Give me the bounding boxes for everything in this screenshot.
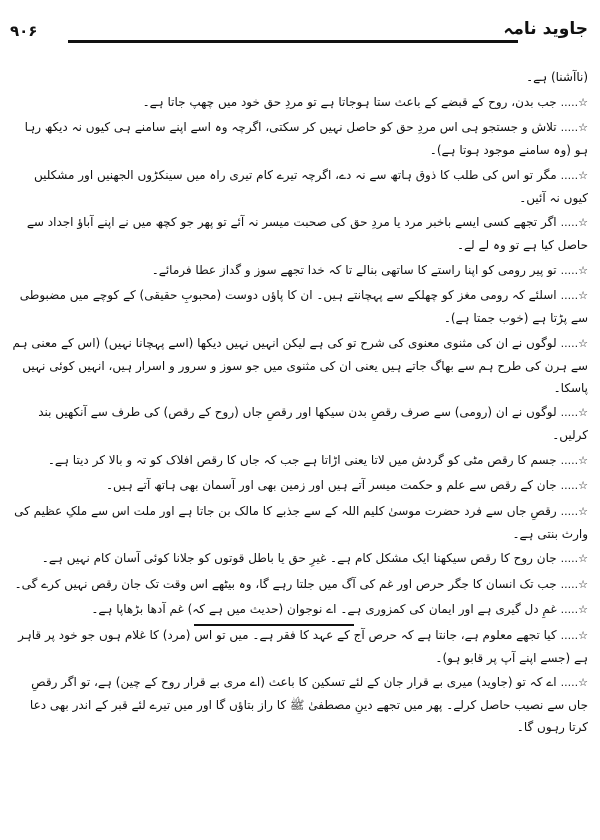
star-bullet-icon: ☆..... [560,479,588,492]
star-bullet-icon: ☆..... [560,168,588,182]
list-item [12,401,588,446]
entry-text: جب تک انسان کا جگر حرص اور غم کی آگ میں جلتا رہے گا، وہ بیٹھے اس وقت تک جان رقص نہیں کرے گی۔ [14,576,557,591]
star-bullet-icon: ☆..... [560,406,588,419]
entry-text: تلاش و جستجو ہی اس مردِ حق کو حاصل نہیں کر سکتی، اگرچہ وہ اسے اپنے سامنے ہی کیوں نہ دیکھ رہا ہو (وہ سامنے موجود ہوتا ہے)۔ [24,120,588,157]
header-rule [68,40,518,43]
list-item [12,211,588,256]
page-header [10,10,588,48]
star-bullet-icon: ☆..... [560,676,588,689]
entry-text: لوگوں نے ان کی مثنوی معنوی کی شرح تو کی ہے لیکن انہیں نہیں دیکھا (اسے پہچانا نہیں) (اس کے معنی ہم سے ہرن کی طرح ہم سے بھاگ جاتے ہیں یعنی ان کی مثنوی میں جو سوز و سرور و اسرار ہیں، انہیں کوئی نہیں پاسکا۔ [12,335,588,395]
list-item [12,284,588,329]
list-item [12,500,588,545]
star-bullet-icon: ☆..... [560,504,588,518]
list-item [12,449,588,472]
list-item [12,598,588,621]
entry-text: جسم کا رقص مٹی کو گردش میں لاتا یعنی اڑاتا ہے جب کہ جاں کا رقص افلاک کو تہ و بالا کر دیتا ہے۔ [47,452,557,467]
star-bullet-icon: ☆..... [560,289,588,302]
star-bullet-icon: ☆..... [560,453,588,467]
entry-text: تو پیر رومی کو اپنا راستے کا ساتھی بنالے تا کہ خدا تجھے سوز و گداز عطا فرمائے۔ [151,262,557,277]
list-item [12,91,588,114]
list-item [12,116,588,161]
entry-text: رقصِ جاں سے فرد حضرت موسیٰ کلیم اللہ کے سے جذبے کا مالک بن جاتا ہے اور ملت اس سے ملکِ عظیم کی وارث بنتی ہے۔ [14,503,588,541]
list-item [12,259,588,282]
list-item [12,671,588,738]
opening-line: (ناآشنا) ہے۔ [526,70,588,84]
star-bullet-icon: ☆..... [560,628,588,642]
list-item [12,624,588,669]
entry-text: کیا تجھے معلوم ہے، جانتا ہے کہ حرص آج کے عہد کا فقر ہے۔ میں تو اس (مرد) کا غلام ہوں جو خود پر قاہر ہے (جسے اپنے آپ پر قابو ہو)۔ [18,627,588,665]
star-bullet-icon: ☆..... [560,121,588,134]
list-item [12,547,588,570]
end-rule [194,624,354,626]
star-bullet-icon: ☆..... [560,336,588,350]
list-item [12,164,588,209]
star-bullet-icon: ☆..... [560,263,588,277]
entry-text: اگر تجھے کسی ایسے باخبر مرد یا مردِ حق کی صحبت میسر نہ آئے تو پھر جو کچھ میں نے اپنے آباؤ اجداد سے حاصل کیا ہے تو وہ لے لے۔ [26,215,588,252]
list-item [12,573,588,596]
book-title: جاوید نامہ [503,19,588,39]
star-bullet-icon: ☆..... [560,95,588,109]
star-bullet-icon: ☆..... [560,552,588,565]
entry-text: جان کے رقص سے علم و حکمت میسر آتے ہیں اور زمین بھی اور آسمان بھی ہاتھ آتے ہیں۔ [105,478,557,492]
entry-text: اسلئے کہ رومی مغز کو چھلکے سے پہچانتے ہیں۔ ان کا پاؤں دوست (محبوبِ حقیقی) کے کوچے میں مضبوطی سے پڑتا ہے (خوب جمتا ہے)۔ [19,288,588,325]
star-bullet-icon: ☆..... [560,603,588,616]
entry-list [12,91,588,739]
entry-text: لوگوں نے ان (رومی) سے صرف رقصِ بدن سیکھا اور رقصِ جاں (روح کے رقص) کی طرف سے آنکھیں بند کرلیں۔ [38,405,588,442]
list-item [12,474,588,497]
list-item [12,332,588,399]
entry-text: مگر تو اس کی طلب کا ذوق ہاتھ سے نہ دے، اگرچہ تیرے کام تیری راہ میں سینکڑوں الجھنیں اور مشکلیں کیوں نہ آئیں۔ [33,167,588,205]
entry-text: غمِ دل گیری ہے اور ایمان کی کمزوری ہے۔ اے نوجوان (حدیث میں ہے کہ) غم آدھا بڑھاپا ہے۔ [91,602,557,616]
body-text [12,66,588,741]
entry-text: اے کہ تو (جاوید) میری بے قرار جان کے لئے تسکین کا باعث (اے مری بے قرار روح کے چین) ہے، تو اگر رقصِ جاں سے نصیب حاصل کرلے۔ پھر میں تجھے دینِ مصطفیٰ ﷺ کا راز بتاؤں گا اور میں تیرے لئے قبر کے اندر بھی دعا کرتا رہوں گا۔ [29,675,588,734]
star-bullet-icon: ☆..... [560,577,588,591]
star-bullet-icon: ☆..... [560,216,588,229]
entry-text: جب بدن، روح کے قبضے کے باعث ستا ہوجاتا ہے تو مردِ حق خود میں چھپ جاتا ہے۔ [142,94,557,109]
entry-text: جان روح کا رقص سیکھنا ایک مشکل کام ہے۔ غیرِ حق یا باطل قوتوں کو جلانا کوئی آسان کام نہیں ہے۔ [41,551,557,565]
page-number: ۹۰۶ [10,22,38,40]
